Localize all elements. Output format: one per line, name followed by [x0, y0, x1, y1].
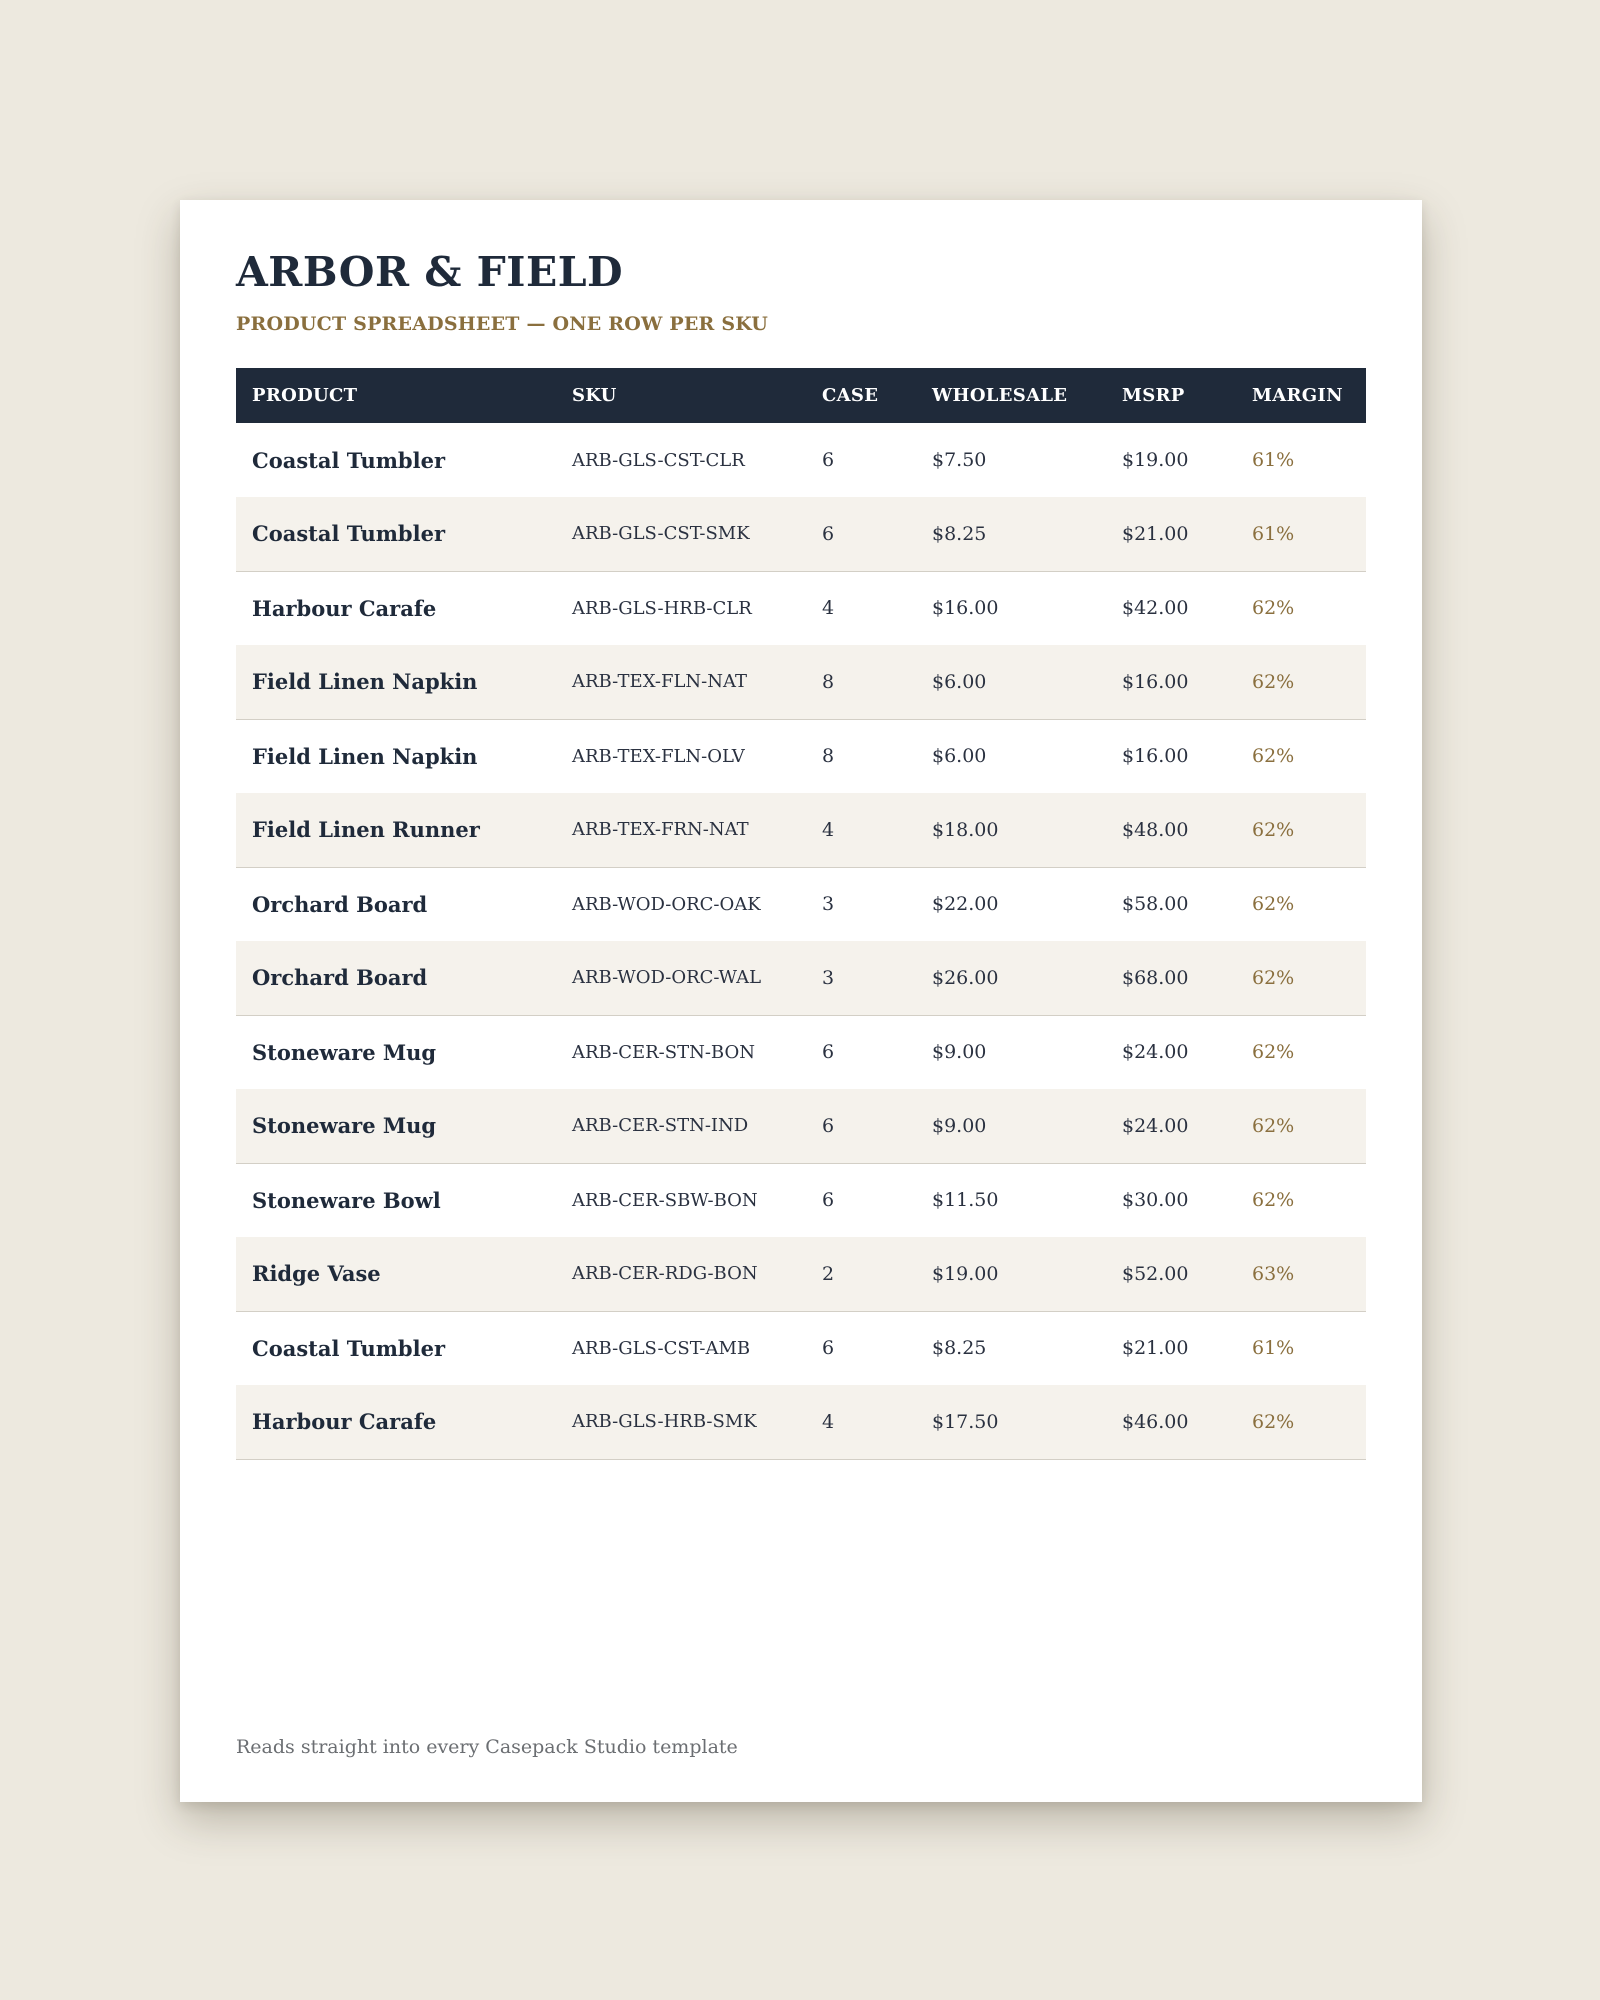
cell-sku: ARB-GLS-CST-CLR — [572, 449, 745, 471]
table-row — [236, 1163, 1366, 1237]
cell-wholesale: $11.50 — [932, 1189, 999, 1212]
brand-title: ARBOR & FIELD — [236, 248, 624, 296]
cell-sku: ARB-GLS-HRB-CLR — [572, 597, 752, 619]
cell-case: 3 — [822, 893, 835, 916]
cell-wholesale: $19.00 — [932, 1262, 999, 1285]
cell-case: 6 — [822, 1114, 835, 1137]
cell-product: Stoneware Mug — [252, 1113, 437, 1139]
cell-sku: ARB-CER-SBW-BON — [572, 1189, 758, 1211]
footnote: Reads straight into every Casepack Studio template — [236, 1736, 738, 1758]
table-row — [236, 941, 1366, 1015]
cell-margin: 62% — [1252, 966, 1295, 989]
cell-wholesale: $18.00 — [932, 818, 999, 841]
cell-msrp: $42.00 — [1122, 597, 1189, 620]
cell-product: Field Linen Napkin — [252, 669, 478, 695]
cell-sku: ARB-WOD-ORC-OAK — [572, 893, 761, 915]
cell-product: Orchard Board — [252, 965, 428, 991]
cell-margin: 62% — [1252, 893, 1295, 916]
cell-product: Coastal Tumbler — [252, 521, 446, 547]
cell-msrp: $58.00 — [1122, 893, 1189, 916]
cell-msrp: $30.00 — [1122, 1189, 1189, 1212]
table-row — [236, 645, 1366, 719]
product-sheet — [180, 200, 1422, 1802]
cell-case: 6 — [822, 522, 835, 545]
cell-wholesale: $9.00 — [932, 1041, 987, 1064]
cell-margin: 62% — [1252, 670, 1295, 693]
cell-msrp: $24.00 — [1122, 1041, 1189, 1064]
table-row — [236, 423, 1366, 497]
table-row — [236, 1237, 1366, 1311]
cell-case: 6 — [822, 449, 835, 471]
cell-msrp: $52.00 — [1122, 1262, 1189, 1285]
table-row — [236, 867, 1366, 941]
cell-sku: ARB-TEX-FRN-NAT — [572, 819, 749, 841]
cell-case: 6 — [822, 1337, 835, 1360]
table-row — [236, 1385, 1366, 1459]
cell-margin: 61% — [1252, 522, 1295, 545]
cell-product: Coastal Tumbler — [252, 1335, 446, 1361]
table-row — [236, 793, 1366, 867]
cell-sku: ARB-CER-STN-BON — [572, 1041, 755, 1063]
sheet-subtitle: PRODUCT SPREADSHEET — ONE ROW PER SKU — [236, 313, 769, 335]
cell-product: Coastal Tumbler — [252, 447, 446, 473]
table-row — [236, 497, 1366, 571]
cell-product: Stoneware Bowl — [252, 1187, 441, 1213]
cell-margin: 62% — [1252, 1041, 1295, 1064]
cell-sku: ARB-CER-RDG-BON — [572, 1263, 758, 1285]
column-header-wholesale: WHOLESALE — [932, 385, 1068, 406]
cell-margin: 61% — [1252, 1337, 1295, 1360]
cell-wholesale: $9.00 — [932, 1114, 987, 1137]
column-header-product: PRODUCT — [252, 385, 358, 406]
cell-margin: 62% — [1252, 1114, 1295, 1137]
table-row — [236, 719, 1366, 793]
cell-case: 6 — [822, 1189, 835, 1212]
cell-wholesale: $17.50 — [932, 1410, 999, 1433]
cell-wholesale: $8.25 — [932, 522, 987, 545]
cell-wholesale: $22.00 — [932, 893, 999, 916]
cell-sku: ARB-GLS-CST-AMB — [572, 1337, 751, 1359]
cell-wholesale: $16.00 — [932, 597, 999, 620]
cell-case: 6 — [822, 1041, 835, 1064]
cell-product: Ridge Vase — [252, 1261, 381, 1287]
cell-msrp: $48.00 — [1122, 818, 1189, 841]
table-row — [236, 1089, 1366, 1163]
cell-product: Orchard Board — [252, 891, 428, 917]
cell-sku: ARB-GLS-CST-SMK — [572, 523, 750, 545]
cell-case: 3 — [822, 966, 835, 989]
table-body — [236, 423, 1366, 1459]
cell-margin: 62% — [1252, 597, 1295, 620]
cell-msrp: $46.00 — [1122, 1410, 1189, 1433]
cell-wholesale: $26.00 — [932, 966, 999, 989]
cell-margin: 62% — [1252, 1410, 1295, 1433]
table-header — [236, 368, 1366, 423]
column-header-margin: MARGIN — [1252, 385, 1343, 406]
cell-margin: 62% — [1252, 1189, 1295, 1212]
cell-msrp: $19.00 — [1122, 449, 1189, 471]
cell-msrp: $68.00 — [1122, 966, 1189, 989]
cell-wholesale: $8.25 — [932, 1337, 987, 1360]
cell-margin: 62% — [1252, 818, 1295, 841]
cell-product: Field Linen Napkin — [252, 743, 478, 769]
cell-sku: ARB-GLS-HRB-SMK — [572, 1411, 757, 1433]
cell-wholesale: $7.50 — [932, 449, 987, 471]
cell-product: Harbour Carafe — [252, 595, 437, 621]
cell-margin: 61% — [1252, 449, 1295, 471]
cell-product: Field Linen Runner — [252, 817, 480, 843]
cell-msrp: $16.00 — [1122, 670, 1189, 693]
table-row — [236, 1311, 1366, 1385]
cell-msrp: $21.00 — [1122, 522, 1189, 545]
cell-case: 8 — [822, 670, 835, 693]
cell-margin: 62% — [1252, 745, 1295, 768]
column-header-msrp: MSRP — [1122, 385, 1185, 406]
cell-case: 4 — [822, 1410, 835, 1433]
column-header-case: CASE — [822, 385, 879, 406]
sku-table — [236, 368, 1366, 1460]
cell-sku: ARB-TEX-FLN-NAT — [572, 671, 747, 693]
cell-case: 4 — [822, 597, 835, 620]
cell-wholesale: $6.00 — [932, 670, 987, 693]
header-row — [236, 368, 1366, 423]
cell-msrp: $16.00 — [1122, 745, 1189, 768]
cell-wholesale: $6.00 — [932, 745, 987, 768]
table-row — [236, 571, 1366, 645]
cell-case: 8 — [822, 745, 835, 768]
table-row — [236, 1015, 1366, 1089]
cell-sku: ARB-TEX-FLN-OLV — [572, 745, 745, 767]
column-header-sku: SKU — [572, 385, 617, 406]
cell-msrp: $24.00 — [1122, 1114, 1189, 1137]
cell-product: Stoneware Mug — [252, 1039, 437, 1065]
cell-sku: ARB-CER-STN-IND — [572, 1115, 749, 1137]
cell-case: 4 — [822, 818, 835, 841]
cell-case: 2 — [822, 1262, 835, 1285]
cell-sku: ARB-WOD-ORC-WAL — [572, 967, 762, 989]
cell-product: Harbour Carafe — [252, 1409, 437, 1435]
cell-msrp: $21.00 — [1122, 1337, 1189, 1360]
cell-margin: 63% — [1252, 1262, 1295, 1285]
